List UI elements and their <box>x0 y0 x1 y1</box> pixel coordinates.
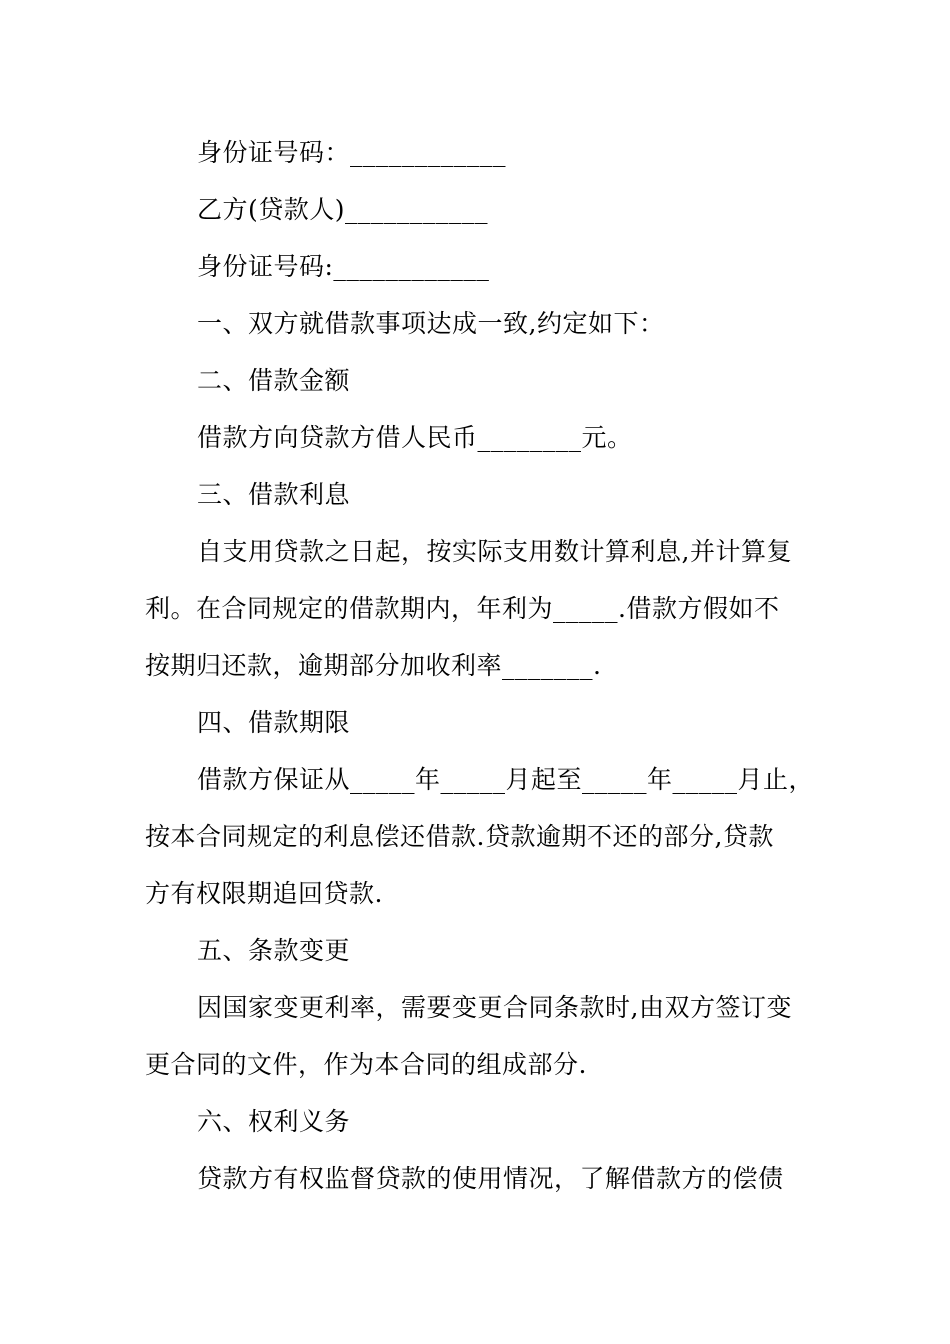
party-b-lender-line: 乙方(贷款人)___________ <box>197 195 489 224</box>
loan-amount-text: 借款方向贷款方借人民币________元。 <box>197 423 633 452</box>
section-heading-clause-change: 五、条款变更 <box>197 936 351 965</box>
party-b-id-number-line: 身份证号码:____________ <box>197 252 490 281</box>
section-heading-loan-amount: 二、借款金额 <box>197 366 351 395</box>
party-a-id-number-line: 身份证号码：____________ <box>197 138 507 167</box>
interest-paragraph-line-2: 利。在合同规定的借款期内，年利为_____.借款方假如不 <box>145 594 780 623</box>
clause-change-paragraph-line-1: 因国家变更利率，需要变更合同条款时,由双方签订变 <box>197 993 792 1022</box>
agreement-intro-line: 一、双方就借款事项达成一致,约定如下： <box>197 309 665 338</box>
interest-paragraph-line-1: 自支用贷款之日起，按实际支用数计算利息,并计算复 <box>197 537 792 566</box>
term-paragraph-line-3: 方有权限期追回贷款. <box>145 879 383 908</box>
rights-paragraph-line-1: 贷款方有权监督贷款的使用情况，了解借款方的偿债 <box>197 1164 784 1193</box>
term-paragraph-line-2: 按本合同规定的利息偿还借款.贷款逾期不还的部分,贷款 <box>145 822 774 851</box>
section-heading-rights-obligations: 六、权利义务 <box>197 1107 351 1136</box>
term-paragraph-line-1: 借款方保证从_____年_____月起至_____年_____月止， <box>197 765 815 794</box>
interest-paragraph-line-3: 按期归还款，逾期部分加收利率_______. <box>145 651 602 680</box>
section-heading-loan-term: 四、借款期限 <box>197 708 351 737</box>
section-heading-loan-interest: 三、借款利息 <box>197 480 351 509</box>
clause-change-paragraph-line-2: 更合同的文件，作为本合同的组成部分. <box>145 1050 587 1079</box>
